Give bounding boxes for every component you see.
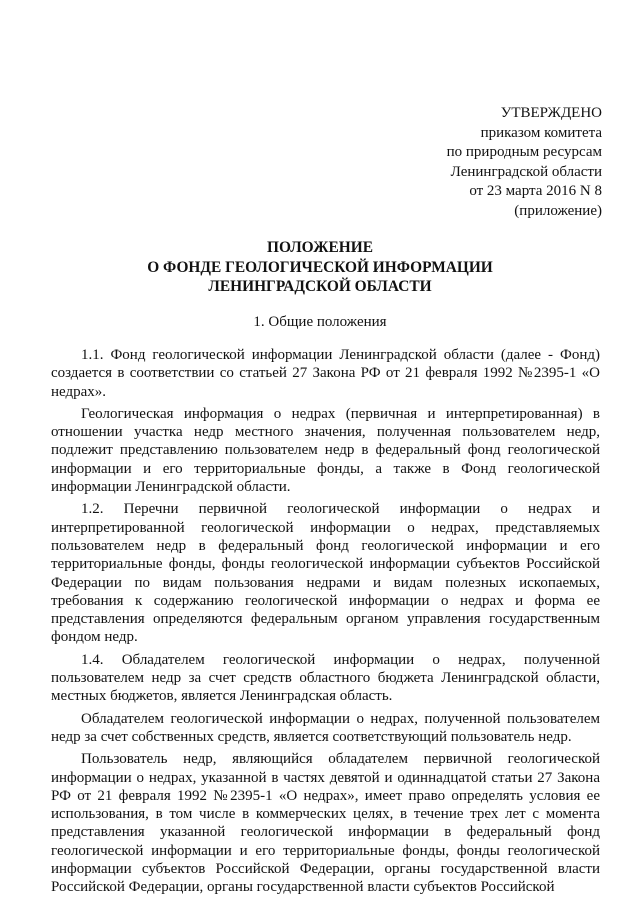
paragraph: Геологическая информация о недрах (первичная и интерпретированная) в отношении участка недр местного значения, полученная пользователем недр, подлежит представлению пользователем недр в федеральный фонд геологической информации и его территориальные фонды, а также в Фонд геологической информации Ленинградской области. [51, 405, 600, 496]
paragraph: 1.2. Перечни первичной геологической информации о недрах и интерпретированной геологической информации о недрах, представляемых пользователем недр в федеральный фонд геологической информации и его территориальные фонды, фонды геологической информации субъектов Российской Федерации по видам пользования недрами и видам полезных ископаемых, требования к содержанию геологической информации о недрах и форма ее представления определяются федеральным органом управления государственным фондом недр. [51, 501, 600, 646]
paragraph: 1.1. Фонд геологической информации Ленинградской области (далее - Фонд) создается в соответствии со статьей 27 Закона РФ от 21 февраля 1992 №2395-1 «О недрах». [51, 347, 600, 400]
approval-line: Ленинградской области [450, 163, 602, 180]
document-title [0, 238, 640, 297]
approval-line: приказом комитета [480, 124, 602, 141]
approval-line: УТВЕРЖДЕНО [500, 105, 602, 121]
paragraph: 1.4. Обладателем геологической информации о недрах, полученной пользователем недр за счет средств областного бюджета Ленинградской области, местных бюджетов, является Ленинградская область. [51, 651, 600, 705]
approval-line: по природным ресурсам [446, 144, 602, 161]
paragraph: Обладателем геологической информации о недрах, полученной пользователем недр за счет собственных средств, является соответствующий пользователь недр. [51, 710, 600, 745]
section-heading: 1. Общие положения [253, 314, 387, 330]
approval-stamp [447, 104, 602, 222]
paragraph: Пользователь недр, являющийся обладателем первичной геологической информации о недрах, указанной в частях девятой и одиннадцатой статьи 27 Закона РФ от 21 февраля 1992 №2395-1 «О недрах», имеет право определять условия ее использования, в том числе в коммерческих целях, в течение трех лет с момента представления указанной геологической информации в федеральный фонд геологической информации и его территориальные фонды, фонды геологической информации субъектов Российской Федерации, органы государственной власти Российской Федерации, органы государственной власти субъектов Российской [51, 751, 600, 896]
approval-line: от 23 марта 2016 N 8 [469, 183, 602, 200]
approval-line: (приложение) [514, 202, 602, 219]
title-line: ПОЛОЖЕНИЕ [267, 239, 373, 256]
title-line: О ФОНДЕ ГЕОЛОГИЧЕСКОЙ ИНФОРМАЦИИ [147, 258, 493, 276]
section-body [51, 346, 600, 901]
title-line: ЛЕНИНГРАДСКОЙ ОБЛАСТИ [208, 278, 432, 295]
